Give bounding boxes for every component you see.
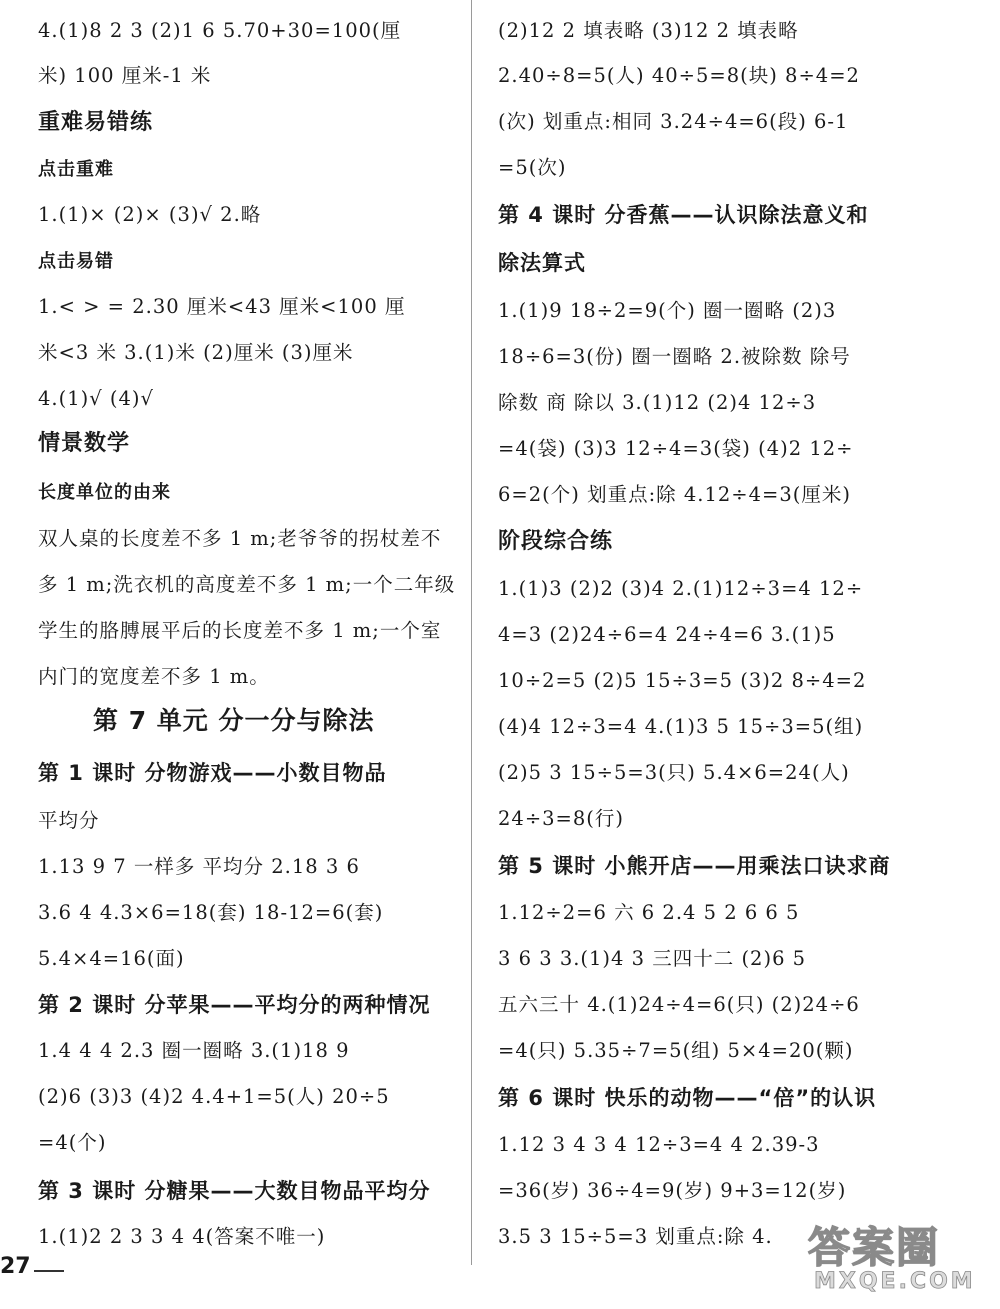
lesson-heading: 第 1 课时 分物游戏——小数目物品 xyxy=(38,761,387,785)
unit-title: 第 7 单元 分一分与除法 xyxy=(93,706,375,735)
answer-line: 1.4 4 4 2.3 圈一圈略 3.(1)18 9 xyxy=(38,1039,350,1062)
answer-line: =4(袋) (3)3 12÷4=3(袋) (4)2 12÷ xyxy=(498,437,854,460)
page-number-rule xyxy=(34,1270,64,1272)
lesson-heading: 第 3 课时 分糖果——大数目物品平均分 xyxy=(38,1179,431,1203)
answer-line: 4.(1)√ (4)√ xyxy=(38,387,154,410)
column-divider xyxy=(471,0,472,1265)
subsection-heading: 点击易错 xyxy=(38,251,114,272)
answer-line: 1.(1)2 2 3 3 4 4(答案不唯一) xyxy=(38,1225,326,1248)
lesson-heading: 第 4 课时 分香蕉——认识除法意义和 xyxy=(498,203,869,227)
answer-line: 1.12÷2=6 六 6 2.4 5 2 6 6 5 xyxy=(498,901,800,924)
answer-line: 3.5 3 15÷5=3 划重点:除 4. xyxy=(498,1225,773,1248)
answer-line: 3.6 4 4.3×6=18(套) 18-12=6(套) xyxy=(38,901,384,924)
answer-line: 3 6 3 3.(1)4 3 三四十二 (2)6 5 xyxy=(498,947,807,970)
answer-line: =36(岁) 36÷4=9(岁) 9+3=12(岁) xyxy=(498,1179,847,1202)
paragraph-line: 内门的宽度差不多 1 m。 xyxy=(38,665,270,688)
answer-line: 4=3 (2)24÷6=4 24÷4=6 3.(1)5 xyxy=(498,623,836,646)
answer-line: (2)5 3 15÷5=3(只) 5.4×6=24(人) xyxy=(498,761,850,784)
answer-line: 米<3 米 3.(1)米 (2)厘米 (3)厘米 xyxy=(38,341,354,364)
subsection-heading: 点击重难 xyxy=(38,159,114,180)
subsection-heading: 长度单位的由来 xyxy=(38,482,171,503)
paragraph-line: 学生的胳膊展平后的长度差不多 1 m;一个室 xyxy=(38,619,442,642)
section-heading: 重难易错练 xyxy=(38,110,154,135)
answer-line: =5(次) xyxy=(498,156,567,179)
lesson-heading: 第 5 课时 小熊开店——用乘法口诀求商 xyxy=(498,854,891,878)
paragraph-line: 双人桌的长度差不多 1 m;老爷爷的拐杖差不 xyxy=(38,527,442,550)
paragraph-line: 多 1 m;洗衣机的高度差不多 1 m;一个二年级 xyxy=(38,573,456,596)
answer-line: (2)12 2 填表略 (3)12 2 填表略 xyxy=(498,19,799,42)
answer-line: 1.< > = 2.30 厘米<43 厘米<100 厘 xyxy=(38,295,406,318)
watermark-text: 答案圈 xyxy=(808,1223,941,1272)
answer-line: 1.(1)× (2)× (3)√ 2.略 xyxy=(38,203,262,226)
answer-line: 1.12 3 4 3 4 12÷3=4 4 2.39-3 xyxy=(498,1133,820,1156)
answer-line: 米) 100 厘米-1 米 xyxy=(38,64,212,87)
lesson-heading-continuation: 除法算式 xyxy=(498,251,586,275)
lesson-heading-continuation: 平均分 xyxy=(38,809,100,832)
answer-line: =4(只) 5.35÷7=5(组) 5×4=20(颗) xyxy=(498,1039,854,1062)
answer-line: =4(个) xyxy=(38,1131,107,1154)
answer-line: 18÷6=3(份) 圈一圈略 2.被除数 除号 xyxy=(498,345,851,368)
answer-line: (2)6 (3)3 (4)2 4.4+1=5(人) 20÷5 xyxy=(38,1085,390,1108)
answer-line: 5.4×4=16(面) xyxy=(38,947,185,970)
section-heading: 情景数学 xyxy=(38,431,131,456)
lesson-heading: 第 6 课时 快乐的动物——“倍”的认识 xyxy=(498,1086,877,1110)
answer-line: 2.40÷8=5(人) 40÷5=8(块) 8÷4=2 xyxy=(498,64,860,87)
answer-line: 除数 商 除以 3.(1)12 (2)4 12÷3 xyxy=(498,391,817,414)
answer-line: 6=2(个) 划重点:除 4.12÷4=3(厘米) xyxy=(498,483,851,506)
watermark-logo xyxy=(800,1213,990,1301)
answer-line: 五六三十 4.(1)24÷4=6(只) (2)24÷6 xyxy=(498,993,860,1016)
answer-line: 24÷3=8(行) xyxy=(498,807,625,830)
watermark-url: MXQE.COM xyxy=(814,1269,976,1294)
page-number: 27 xyxy=(0,1254,31,1279)
lesson-heading: 第 2 课时 分苹果——平均分的两种情况 xyxy=(38,993,431,1017)
answer-line: 1.(1)9 18÷2=9(个) 圈一圈略 (2)3 xyxy=(498,299,837,322)
answer-line: (次) 划重点:相同 3.24÷4=6(段) 6-1 xyxy=(498,110,849,133)
answer-line: (4)4 12÷3=4 4.(1)3 5 15÷3=5(组) xyxy=(498,715,864,738)
section-heading: 阶段综合练 xyxy=(498,529,614,554)
answer-line: 4.(1)8 2 3 (2)1 6 5.70+30=100(厘 xyxy=(38,19,402,42)
answer-line: 10÷2=5 (2)5 15÷3=5 (3)2 8÷4=2 xyxy=(498,669,867,692)
answer-line: 1.13 9 7 一样多 平均分 2.18 3 6 xyxy=(38,855,360,878)
answer-line: 1.(1)3 (2)2 (3)4 2.(1)12÷3=4 12÷ xyxy=(498,577,864,600)
